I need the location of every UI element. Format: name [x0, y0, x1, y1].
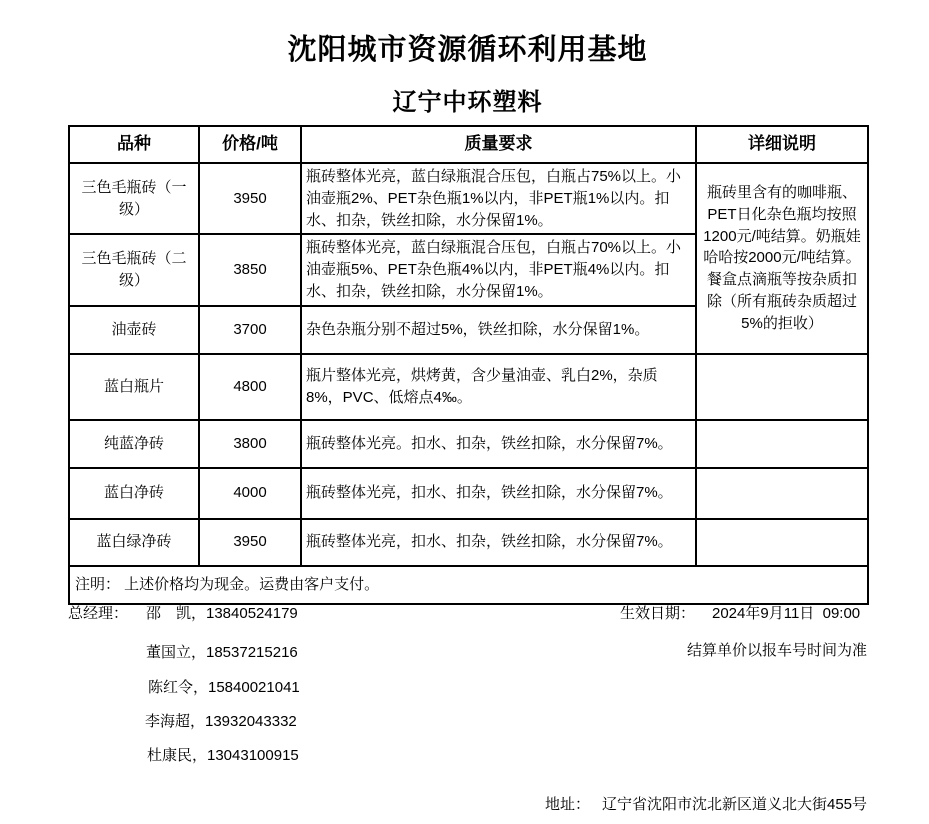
price-cell: 4000	[199, 468, 301, 519]
effective-date-value: 2024年9月11日 09:00	[712, 605, 861, 622]
quality-cell: 瓶砖整体光亮，蓝白绿瓶混合压包，白瓶占75%以上。小油壶瓶2%、PET杂色瓶1%以内，非PET瓶1%以内。扣水、扣杂，铁丝扣除，水分保留1%。	[301, 163, 696, 234]
table-row	[69, 163, 868, 234]
variety-cell: 蓝白绿净砖	[69, 519, 199, 566]
page-subtitle: 辽宁中环塑料	[392, 89, 543, 116]
contact-line: 陈红令，15840021041	[148, 679, 300, 696]
price-cell: 3950	[199, 163, 301, 234]
price-cell: 3800	[199, 420, 301, 468]
manager-label: 总经理：	[68, 605, 129, 622]
table-row	[69, 468, 868, 519]
address-label: 地址：	[544, 796, 590, 813]
price-cell: 3950	[199, 519, 301, 566]
detail-cell-empty	[696, 420, 868, 468]
header-quality: 质量要求	[301, 126, 696, 163]
price-table	[68, 125, 869, 605]
quality-cell: 瓶砖整体光亮，蓝白绿瓶混合压包，白瓶占70%以上。小油壶瓶5%、PET杂色瓶4%以内，非PET瓶4%以内。扣水、扣杂，铁丝扣除，水分保留1%。	[301, 234, 696, 305]
price-cell: 3700	[199, 306, 301, 354]
variety-cell: 蓝白净砖	[69, 468, 199, 519]
quality-cell: 瓶砖整体光亮。扣水、扣杂，铁丝扣除，水分保留7%。	[301, 420, 696, 468]
price-cell: 3850	[199, 234, 301, 305]
variety-cell: 三色毛瓶砖（一级）	[69, 163, 199, 234]
detail-cell-empty	[696, 468, 868, 519]
variety-cell: 三色毛瓶砖（二级）	[69, 234, 199, 305]
contact-line: 杜康民，13043100915	[147, 747, 299, 764]
table-row	[69, 519, 868, 566]
variety-cell: 纯蓝净砖	[69, 420, 199, 468]
contact-line: 董国立，18537215216	[146, 644, 298, 661]
header-detail: 详细说明	[696, 126, 868, 163]
contact-line: 李海超，13932043332	[145, 713, 297, 730]
table-note-row	[69, 566, 868, 604]
address-value: 辽宁省沈阳市沈北新区道义北大街455号	[601, 796, 867, 813]
detail-cell-empty	[696, 354, 868, 420]
quality-cell: 杂色杂瓶分别不超过5%，铁丝扣除，水分保留1%。	[301, 306, 696, 354]
contact-line: 邵 凯，13840524179	[146, 605, 298, 622]
effective-date-label: 生效日期：	[620, 605, 696, 622]
price-cell: 4800	[199, 354, 301, 420]
detail-note-cell: 瓶砖里含有的咖啡瓶、PET日化杂色瓶均按照1200元/吨结算。奶瓶娃哈哈按2000元/吨结算。餐盒点滴瓶等按杂质扣除（所有瓶砖杂质超过5%的拒收）	[696, 163, 868, 354]
table-row	[69, 420, 868, 468]
table-header-row	[69, 126, 868, 163]
quality-cell: 瓶砖整体光亮，扣水、扣杂，铁丝扣除，水分保留7%。	[301, 468, 696, 519]
header-variety: 品种	[69, 126, 199, 163]
settlement-note: 结算单价以报车号时间为准	[686, 642, 867, 659]
header-price: 价格/吨	[199, 126, 301, 163]
quality-cell: 瓶砖整体光亮，扣水、扣杂，铁丝扣除，水分保留7%。	[301, 519, 696, 566]
detail-cell-empty	[696, 519, 868, 566]
page-title: 沈阳城市资源循环利用基地	[287, 34, 648, 66]
variety-cell: 油壶砖	[69, 306, 199, 354]
note-cell: 注明： 上述价格均为现金。运费由客户支付。	[69, 566, 868, 604]
quality-cell: 瓶片整体光亮，烘烤黄，含少量油壶、乳白2%，杂质8%，PVC、低熔点4‰。	[301, 354, 696, 420]
variety-cell: 蓝白瓶片	[69, 354, 199, 420]
table-row	[69, 354, 868, 420]
address-line	[528, 776, 867, 824]
